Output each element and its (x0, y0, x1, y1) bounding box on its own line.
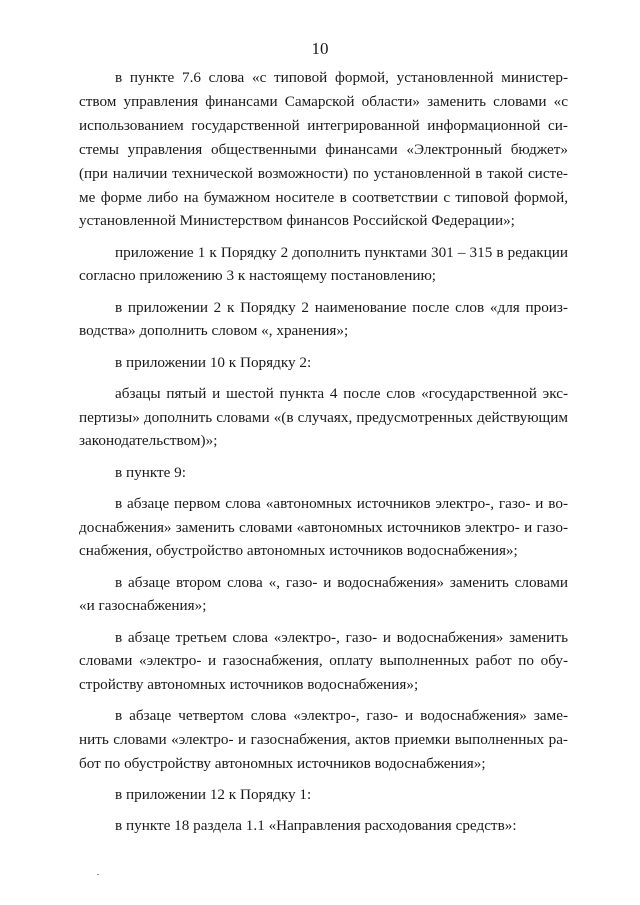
text-line: установленной Министерством финансов Российской Федерации»; (79, 212, 515, 230)
text-line: снабжения, обустройство автономных источников водоснабжения»; (79, 542, 518, 560)
text-line: в пункте 18 раздела 1.1 «Направления расходования средств»: (115, 817, 517, 835)
text-line: словами «электро- и газоснабжения, оплату выполненных работ по обу- (79, 652, 568, 670)
text-line: законодательством)»; (79, 432, 218, 450)
text-line: в пункте 9: (115, 463, 186, 481)
text-line: в приложении 10 к Порядку 2: (115, 353, 312, 371)
text-line: нить словами «электро- и газоснабжения, актов приемки выполненных ра- (79, 731, 568, 749)
text-line: в пункте 7.6 слова «с типовой формой, установленной министер- (115, 69, 568, 86)
page-number: 10 (311, 39, 329, 58)
paragraph (79, 704, 568, 776)
paragraph (79, 241, 568, 289)
text-line: в абзаце четвертом слова «электро-, газо- и водоснабжения» заме- (115, 707, 568, 725)
text-line: приложение 1 к Порядку 2 дополнить пунктами 301 – 315 в редакции (115, 243, 568, 261)
paragraph (79, 461, 568, 485)
paragraph (79, 66, 568, 233)
text-line: стройству автономных источников водоснабжения»; (79, 676, 419, 694)
text-line: водства» дополнить словом «, хранения»; (79, 322, 349, 340)
text-line: ме форме либо на бумажном носителе в соответствии с типовой формой, (79, 188, 568, 206)
text-line: в абзаце втором слова «, газо- и водоснабжения» заменить словами (115, 573, 568, 591)
text-line: абзацы пятый и шестой пункта 4 после слов «государственной экс- (115, 384, 568, 402)
paragraph (79, 626, 568, 698)
paragraph (79, 351, 568, 375)
paragraph (79, 382, 568, 454)
scan-speck (97, 874, 99, 875)
text-line: доснабжения» заменить словами «автономных источников электро- и газо- (79, 518, 568, 536)
paragraph (79, 492, 568, 564)
text-line: в абзаце первом слова «автономных источников электро-, газо- и во- (115, 494, 568, 512)
text-line: в приложении 2 к Порядку 2 наименование после слов «для произ- (115, 298, 568, 316)
text-line: в абзаце третьем слова «электро-, газо- и водоснабжения» заменить (115, 628, 568, 646)
text-line: использованием государственной интегрированной информационной си- (79, 116, 568, 134)
text-line: «и газоснабжения»; (79, 597, 207, 615)
text-line: стемы управления общественными финансами «Электронный бюджет» (79, 140, 568, 158)
text-line: в приложении 12 к Порядку 1: (115, 786, 312, 804)
paragraph (79, 296, 568, 344)
text-line: ством управления финансами Самарской области» заменить словами «с (79, 92, 568, 110)
text-line: бот по обустройству автономных источников водоснабжения»; (79, 755, 486, 773)
document-body (79, 66, 568, 838)
text-line: согласно приложению 3 к настоящему постановлению; (79, 267, 437, 285)
text-line: (при наличии технической возможности) по установленной в такой систе- (79, 164, 568, 182)
paragraph (79, 814, 568, 838)
text-line: пертизы» дополнить словами «(в случаях, предусмотренных действующим (79, 408, 568, 426)
paragraph (79, 783, 568, 807)
paragraph (79, 571, 568, 619)
